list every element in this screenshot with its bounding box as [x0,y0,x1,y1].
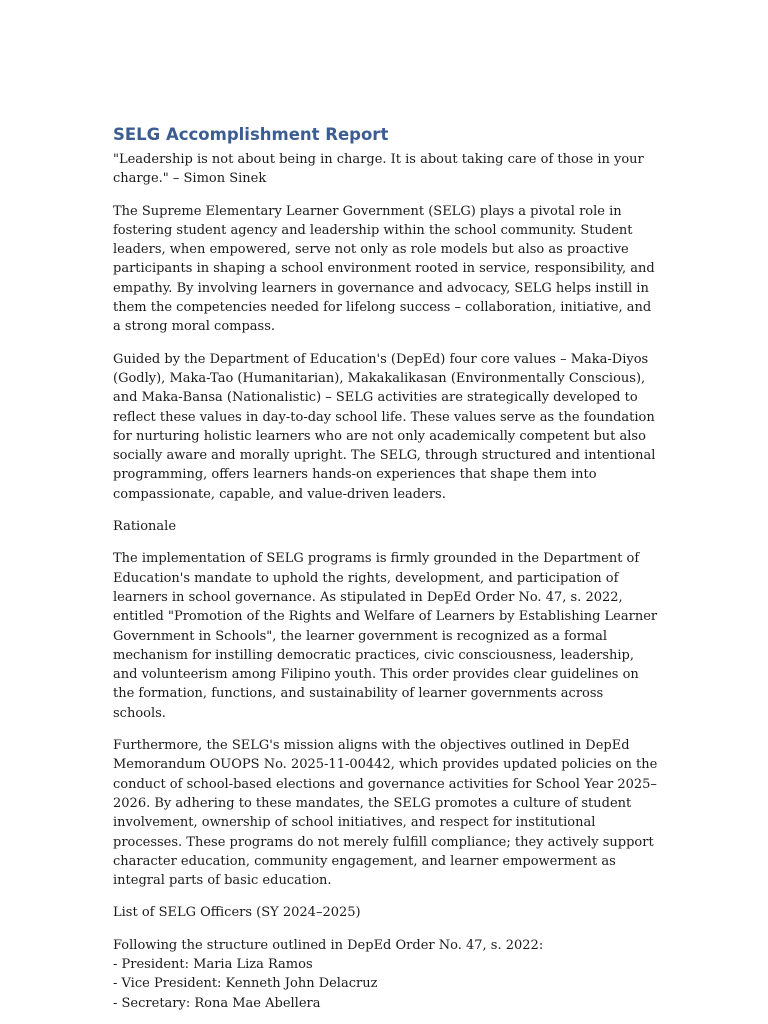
rationale-heading: Rationale [113,519,177,535]
rationale-paragraph-1: The implementation of SELG programs is firmly grounded in the Department of Education's mandate to uphold the rights, development, and participation of learners in school governance. As stipulated in DepEd Order No. 47, s. 2022, entitled "Promotion of the Rights and Welfare of Learners by Establishing Learner Government in Schools", the learner government is recognized as a formal mechanism for instilling democratic practices, civic consciousness, leadership, and volunteerism among Filipino youth. This order provides clear guidelines on the formation, functions, and sustainability of learner governments across schools. [113,551,658,721]
officer-item: - President: Maria Liza Ramos [113,956,313,972]
intro-paragraph-1: The Supreme Elementary Learner Government (SELG) plays a pivotal role in fostering student agency and leadership within the school community. Student leaders, when empowered, serve not only as role models but also as proactive participants in shaping a school environment rooted in service, responsibility, and empathy. By involving learners in governance and advocacy, SELG helps instill in them the competencies needed for lifelong success – collaboration, initiative, and a strong moral compass. [113,203,655,335]
officers-intro: Following the structure outlined in DepEd Order No. 47, s. 2022: [113,937,544,953]
officer-item: - Secretary: Rona Mae Abellera [113,995,321,1011]
opening-quote: "Leadership is not about being in charge. It is about taking care of those in your charge." – Simon Sinek [113,152,644,187]
rationale-paragraph-2: Furthermore, the SELG's mission aligns with the objectives outlined in DepEd Memorandum OUOPS No. 2025-11-00442, which provides updated policies on the conduct of school-based elections and governance activities for School Year 2025–2026. By adhering to these mandates, the SELG promotes a culture of student involvement, ownership of school initiatives, and respect for institutional processes. These programs do not merely fulfill compliance; they actively support character education, community engagement, and learner empowerment as integral parts of basic education. [113,738,658,889]
officer-item: - Vice President: Kenneth John Delacruz [113,976,378,992]
document-title: SELG Accomplishment Report [113,125,389,144]
document-page [113,124,658,1013]
officers-heading: List of SELG Officers (SY 2024–2025) [113,905,361,921]
intro-paragraph-2: Guided by the Department of Education's (DepEd) four core values – Maka-Diyos (Godly), Maka-Tao (Humanitarian), Makakalikasan (Environmentally Conscious), and Maka-Bansa (Nationalistic) – SELG activities are strategically developed to reflect these values in day-to-day school life. These values serve as the foundation for nurturing holistic learners who are not only academically competent but also socially aware and morally upright. The SELG, through structured and intentional programming, offers learners hands-on experiences that shape them into compassionate, capable, and value-driven leaders. [113,351,656,502]
officers-section [113,936,658,1013]
